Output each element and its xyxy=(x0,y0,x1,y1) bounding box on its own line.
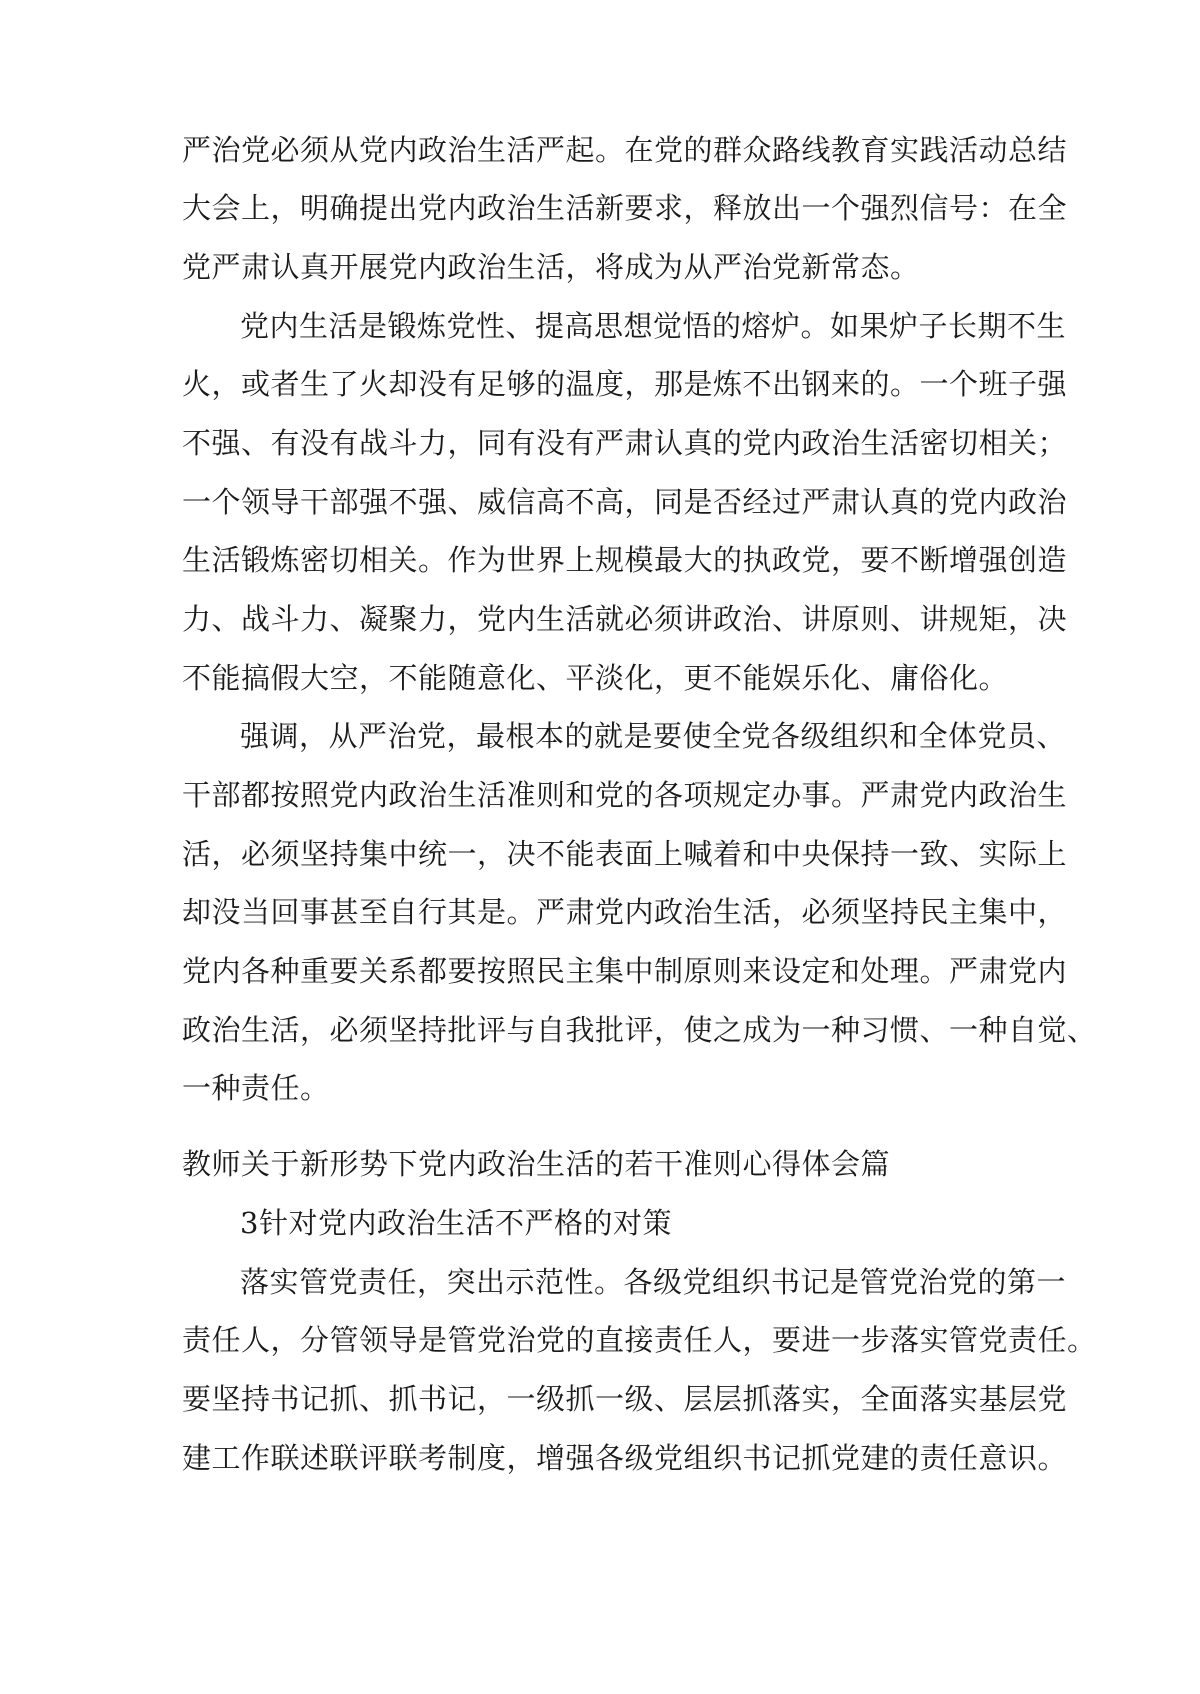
paragraph-line: 落实管党责任，突出示范性。各级党组织书记是管党治党的第一 xyxy=(240,1265,1067,1299)
paragraph-line: 干部都按照党内政治生活准则和党的各项规定办事。严肃党内政治生 xyxy=(182,778,1068,812)
paragraph-line: 一种责任。 xyxy=(182,1071,330,1105)
paragraph-line: 一个领导干部强不强、威信高不高，同是否经过严肃认真的党内政治 xyxy=(182,485,1068,519)
paragraph-line: 政治生活，必须坚持批评与自我批评，使之成为一种习惯、一种自觉、 xyxy=(182,1013,1097,1047)
paragraph-line: 生活锻炼密切相关。作为世界上规模最大的执政党，要不断增强创造 xyxy=(182,543,1068,577)
paragraph-line: 不能搞假大空，不能随意化、平淡化，更不能娱乐化、庸俗化。 xyxy=(182,661,1009,695)
paragraph-line: 党严肃认真开展党内政治生活，将成为从严治党新常态。 xyxy=(182,250,920,284)
paragraph-line: 严治党必须从党内政治生活严起。在党的群众路线教育实践活动总结 xyxy=(182,133,1068,167)
paragraph-line: 不强、有没有战斗力，同有没有严肃认真的党内政治生活密切相关； xyxy=(182,426,1068,460)
paragraph-line: 力、战斗力、凝聚力，党内生活就必须讲政治、讲原则、讲规矩，决 xyxy=(182,602,1068,636)
paragraph-line: 活，必须坚持集中统一，决不能表面上喊着和中央保持一致、实际上 xyxy=(182,837,1068,871)
paragraph-line: 强调，从严治党，最根本的就是要使全党各级组织和全体党员、 xyxy=(240,719,1067,753)
paragraph-line: 党内生活是锻炼党性、提高思想觉悟的熔炉。如果炉子长期不生 xyxy=(240,309,1067,343)
section-heading: 教师关于新形势下党内政治生活的若干准则心得体会篇 xyxy=(182,1147,891,1181)
paragraph-line: 党内各种重要关系都要按照民主集中制原则来设定和处理。严肃党内 xyxy=(182,954,1068,988)
paragraph-line: 建工作联述联评联考制度，增强各级党组织书记抓党建的责任意识。 xyxy=(182,1441,1068,1475)
paragraph-line: 责任人，分管领导是管党治党的直接责任人，要进一步落实管党责任。 xyxy=(182,1323,1097,1357)
paragraph-line: 火，或者生了火却没有足够的温度，那是炼不出钢来的。一个班子强 xyxy=(182,367,1068,401)
paragraph-line: 却没当回事甚至自行其是。严肃党内政治生活，必须坚持民主集中， xyxy=(182,895,1068,929)
paragraph-line: 要坚持书记抓、抓书记，一级抓一级、层层抓落实，全面落实基层党 xyxy=(182,1382,1068,1416)
paragraph-line: 大会上，明确提出党内政治生活新要求，释放出一个强烈信号：在全 xyxy=(182,191,1068,225)
section-subheading: 3针对党内政治生活不严格的对策 xyxy=(240,1206,672,1240)
